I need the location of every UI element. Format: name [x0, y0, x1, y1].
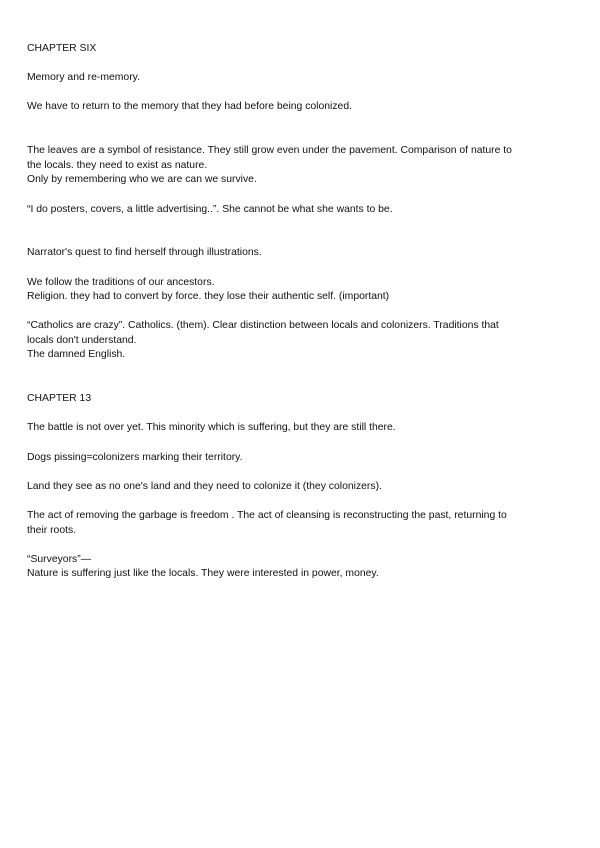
paragraph-leaves-line-1: The leaves are a symbol of resistance. They still grow even under the pavement. Comparison of nature to — [27, 145, 512, 157]
paragraph-garbage-line-2: their roots. — [27, 524, 77, 536]
chapter-six-heading: CHAPTER SIX — [27, 43, 97, 54]
paragraph-posters-quote: “I do posters, covers, a little advertising..”. She cannot be what she wants to be. — [27, 203, 393, 215]
paragraph-surveyors: “Surveyors”— — [27, 553, 92, 565]
paragraph-religion: Religion. they had to convert by force. they lose their authentic self. (important) — [27, 291, 390, 303]
paragraph-return-memory: We have to return to the memory that they had before being colonized. — [27, 101, 352, 113]
paragraph-catholics-line-1: “Catholics are crazy”. Catholics. (them). Clear distinction between locals and colonizers. Traditions that — [27, 320, 499, 332]
paragraph-damned-english: The damned English. — [27, 349, 126, 361]
paragraph-dogs: Dogs pissing=colonizers marking their territory. — [27, 451, 243, 463]
paragraph-traditions: We follow the traditions of our ancestors. — [27, 276, 215, 288]
paragraph-nature-suffering: Nature is suffering just like the locals. They were interested in power, money. — [27, 568, 379, 580]
paragraph-catholics-line-2: locals don't understand. — [27, 334, 137, 346]
paragraph-narrator-quest: Narrator's quest to find herself through illustrations. — [27, 247, 262, 259]
paragraph-land: Land they see as no one's land and they need to colonize it (they colonizers). — [27, 480, 382, 492]
chapter-13-heading: CHAPTER 13 — [27, 393, 92, 405]
paragraph-garbage-line-1: The act of removing the garbage is freedom . The act of cleansing is reconstructing the past, returning to — [27, 510, 507, 521]
paragraph-memory: Memory and re-memory. — [27, 72, 140, 84]
paragraph-remembering: Only by remembering who we are can we survive. — [27, 174, 257, 186]
paragraph-battle: The battle is not over yet. This minority which is suffering, but they are still there. — [27, 422, 396, 434]
paragraph-leaves-line-2: the locals. they need to exist as nature. — [27, 159, 208, 171]
document-body — [27, 42, 557, 582]
